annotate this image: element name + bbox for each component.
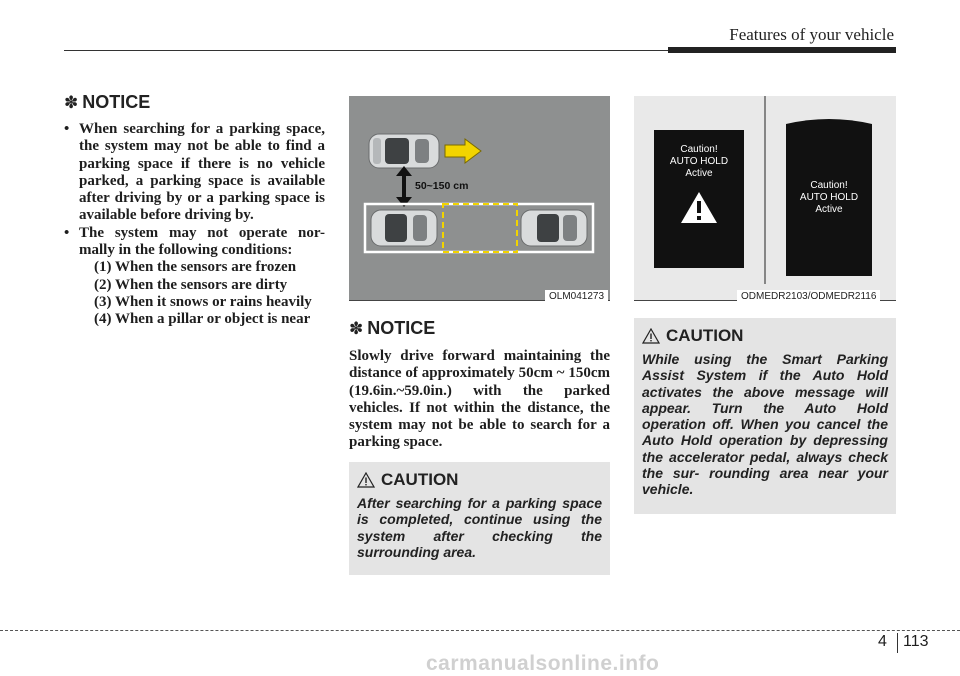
auto-hold-display-figure bbox=[634, 96, 896, 300]
page-number-divider bbox=[897, 633, 898, 653]
notice-heading-1: ✽ NOTICE bbox=[64, 92, 151, 112]
page-number: 113 bbox=[903, 633, 929, 650]
bullet-icon: • bbox=[64, 224, 70, 241]
caution-box-1 bbox=[349, 462, 610, 575]
figure-2-caption: ODMEDR2103/ODMEDR2116 bbox=[737, 290, 880, 303]
bullet-icon: • bbox=[64, 121, 70, 137]
list-item: (4) When a pillar or object is near bbox=[94, 311, 311, 328]
parked-car-left-icon bbox=[371, 210, 437, 246]
auto-hold-displays bbox=[634, 96, 896, 300]
caution-triangle-icon bbox=[357, 472, 375, 488]
distance-label: 50~150 cm bbox=[415, 180, 469, 192]
parked-car-right-icon bbox=[521, 210, 587, 246]
list-item: • When searching for a parking space, the system may not be able to find a parking space if there is no vehicle parked, a parking space is available after driving by or a parking space is available before driving by. bbox=[64, 121, 325, 224]
svg-text:Active: Active bbox=[685, 168, 713, 179]
caution-heading-2: CAUTION bbox=[642, 326, 888, 346]
notice-heading-2: ✽ NOTICE bbox=[349, 318, 436, 338]
svg-text:AUTO HOLD: AUTO HOLD bbox=[669, 156, 729, 167]
parking-diagram bbox=[349, 96, 610, 300]
header-title: Features of your vehicle bbox=[729, 25, 894, 44]
list-item: (1) When the sensors are frozen bbox=[94, 259, 297, 276]
notice-bullet-list bbox=[64, 121, 325, 329]
notice-section-2 bbox=[349, 318, 610, 452]
moving-car-icon bbox=[369, 134, 439, 168]
svg-text:Caution!: Caution! bbox=[680, 144, 718, 155]
parking-diagram-figure bbox=[349, 96, 610, 300]
notice-paragraph: Slowly drive forward maintaining the distance of approximately 50cm ~ 150cm (19.6in.~59.0in.) with the parked vehicles. If not within the distance, the system may not be able to search for a parking space. bbox=[349, 348, 610, 451]
footer-rule bbox=[0, 630, 960, 631]
chapter-number: 4 bbox=[878, 633, 887, 650]
figure-1-caption: OLM041273 bbox=[545, 290, 608, 303]
caution-text-2: While using the Smart Parking Assist System if the Auto Hold activates the above message will appear. Turn the Auto Hold operation off. When you cancel the Auto Hold operation by depressing the accelerator pedal, always check the sur- rounding area near your vehicle. bbox=[642, 351, 888, 498]
caution-text-1: After searching for a parking space is completed, continue using the system after checking the surrounding area. bbox=[357, 495, 602, 560]
notice-star-icon: ✽ bbox=[349, 319, 364, 338]
list-item: (3) When it snows or rains heavily bbox=[94, 293, 312, 310]
svg-text:AUTO HOLD: AUTO HOLD bbox=[799, 192, 859, 203]
list-item: (2) When the sensors are dirty bbox=[94, 276, 288, 293]
notice-section-1 bbox=[64, 92, 325, 329]
direction-arrow-icon bbox=[445, 139, 481, 163]
caution-triangle-icon bbox=[642, 328, 660, 344]
svg-text:Caution!: Caution! bbox=[810, 180, 848, 191]
caution-box-2 bbox=[634, 318, 896, 514]
distance-arrow-icon bbox=[396, 166, 412, 207]
header-accent-bar bbox=[668, 47, 896, 53]
caution-heading-1: CAUTION bbox=[357, 470, 602, 490]
empty-space-marker bbox=[443, 204, 517, 252]
notice-star-icon: ✽ bbox=[64, 93, 79, 112]
list-item: • The system may not operate nor- mally in the following conditions: (1) When the sensors are frozen (2) When the sensors are dirty (3) When it snows or rains heavily (4) When a pillar or object is near bbox=[64, 224, 325, 328]
conditions-list bbox=[79, 259, 325, 328]
watermark-text: carmanualsonline.info bbox=[426, 652, 660, 675]
svg-text:Active: Active bbox=[815, 204, 843, 215]
